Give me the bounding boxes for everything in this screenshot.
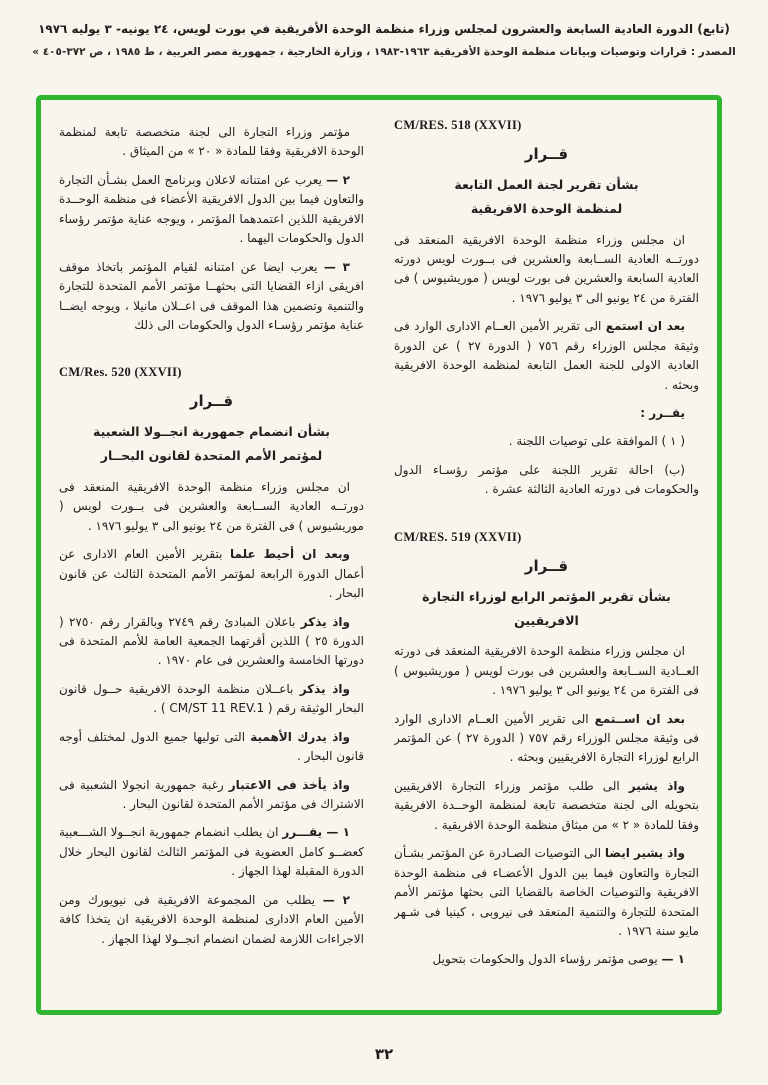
paragraph-lead: واذ يشير ايضا xyxy=(604,846,685,861)
column-left xyxy=(59,114,364,1000)
paragraph: ٢ — يعرب عن امتنانه لاعلان وبرنامج العمل بشـأن التجارة والتعاون فيما بين الدول الافريقية الأعضاء فى منظمة الوحــدة الافريقية اللذين اعتمدهما المؤتمر ، ويوجه عناية مؤتمر رؤساء الدول والحكومات اليهما . xyxy=(59,172,364,246)
paragraph: واذ يذكر باعلان المبادئ رقم ٢٧٤٩ وبالقرار رقم ٢٧٥٠ ( الدورة ٢٥ ) اللذين أقرتهما الجمعية العامة للأمم المتحدة فى دورتها الخامسة والعشرين فى عام ١٩٧٠ . xyxy=(59,614,364,668)
resolution-subject xyxy=(394,585,699,633)
paragraph: ١ — يوصى مؤتمر رؤساء الدول والحكومات بتحويل xyxy=(432,952,685,967)
paragraph: وبعد ان أحيط علما بتقرير الأمين العام الادارى عن أعمال الدورة الرابعة لمؤتمر الأمم المتحدة الثالث عن قانون البحار . xyxy=(59,547,364,601)
paragraph: واذ يذكر باعــلان منظمة الوحدة الافريقية حــول قانون البحار الوثيقة رقم ( CM/ST 11 REV.1 ) . xyxy=(59,681,364,716)
paragraph: بعد ان اســتمع الى تقرير الأمين العــام الادارى الوارد فى وثيقة مجلس الوزراء رقم ٧٥٧ ( الدورة ٢٧ ) عن المؤتمر الرابع لوزراء التجارة الافريقيين وبحثه . xyxy=(394,711,699,765)
resolution-code: CM/Res. 520 (XXVII) xyxy=(59,365,182,380)
paragraph-lead: واذ يذكر xyxy=(299,681,350,696)
resolution-code: CM/RES. 518 (XXVII) xyxy=(394,118,522,132)
paragraph: ٣ — يعرب ايضا عن امتنانه لقيام المؤتمر باتخاذ موقف افريقى ازاء القضايا التى بحثهــا مؤتمر الأمم المتحدة للتجارة والتنمية وتضمين هذا الموقف فى اعــلان مانيلا ، ويوجه ايضــا عناية مؤتمر رؤسـاء الدول والحكومات الى ذلك xyxy=(59,259,364,332)
subject-line: بشأن تقرير لجنة العمل التابعة xyxy=(454,177,639,192)
resolution-subject xyxy=(394,173,699,221)
paragraph-lead: ٣ — xyxy=(323,259,350,274)
subject-line: لمنظمة الوحدة الافريقية xyxy=(470,200,623,216)
paragraph: واذ يأخذ فى الاعتبار رغبة جمهورية انجولا الشعبية فى الاشتراك فى مؤتمر الأمم المتحدة لقانون البحار . xyxy=(59,777,364,811)
subject-line: بشأن تقرير المؤتمر الرابع لوزراء التجارة الافريقيين xyxy=(422,588,671,628)
paragraph-lead: بعد ان استمع xyxy=(605,319,685,334)
paragraph: واذ يدرك الأهمية التى توليها جميع الدول لمختلف أوجه قانون البحار . xyxy=(59,729,364,764)
resolution-subject xyxy=(59,420,364,468)
paragraph-lead: واذ يشير xyxy=(628,778,685,793)
resolution-title: قــرار xyxy=(524,556,569,575)
column-right xyxy=(394,114,699,1000)
paragraph-lead: يقــرر : xyxy=(640,406,685,420)
subject-line: بشأن انضمام جمهورية انجــولا الشعبية xyxy=(93,424,330,440)
paragraph-lead: واذ يدرك الأهمية xyxy=(250,729,350,744)
resolution-title: قــرار xyxy=(189,392,234,411)
paragraph: ٢ — يطلب من المجموعة الافريقية فى نيويورك ومن الأمين العام الادارى لمنظمة الوحدة الافريقية ان يتخذا كافة الاجراءات اللازمة لضمان انضمام انجــولا لهذا الجهاز . xyxy=(59,892,364,946)
paragraph: بعد ان استمع الى تقرير الأمين العــام الادارى الوارد فى وثيقة مجلس الوزراء رقم ٧٥٦ ( الدورة ٢٧ ) عن الدورة العادية الاولى للجنة العمل التابعة لمنظمة الوحدة الافريقية وبحثه . xyxy=(394,319,699,392)
paragraph-lead: ١ — xyxy=(661,952,685,967)
paragraph-lead: بعد ان اســتمع xyxy=(594,711,685,726)
source-citation: المصدر : قرارات وتوصيات وبيانات منظمة الوحدة الأفريقية ١٩٦٣-١٩٨٣ ، وزارة الخارجية ، جمهورية مصر العربية ، ط ١٩٨٥ ، ص ٣٧٢-٤٠٥ » xyxy=(32,46,736,58)
paragraph: ( ١ ) الموافقة على توصيات اللجنة . xyxy=(508,434,685,449)
paragraph-lead: ١ — يقـــرر xyxy=(282,825,350,840)
paragraph: مؤتمر وزراء التجارة الى لجنة متخصصة تابعة لمنظمة الوحدة الافريقية وفقا للمادة « ٢٠ » من الميثاق . xyxy=(59,125,364,159)
session-title: (تابع) الدورة العادية السابعة والعشرون لمجلس وزراء منظمة الوحدة الأفريقية في بورت لويس، ٢٤ يونيه- ٣ يوليه ١٩٧٦ xyxy=(38,22,730,36)
resolution-code: CM/RES. 519 (XXVII) xyxy=(394,529,522,544)
paragraph: واذ يشير الى طلب مؤتمر وزراء التجارة الافريقيين بتحويله الى لجنة متخصصة تابعة لمنظمة الوحــدة الافريقية وفقا للمادة « ٢ » من ميثاق منظمة الوحدة الافريقية . xyxy=(394,778,699,832)
paragraph-lead: واذ يأخذ فى الاعتبار xyxy=(228,777,351,792)
paragraph-lead: ٢ — xyxy=(322,892,350,907)
page-header xyxy=(0,0,768,58)
paragraph: (ب) احالة تقرير اللجنة على مؤتمر رؤسـاء الدول والحكومات فى دورته العادية الثالثة عشرة . xyxy=(394,462,699,497)
paragraph-lead: واذ يذكر xyxy=(300,614,350,629)
two-column-text xyxy=(41,100,717,1010)
paragraph: واذ يشير ايضا الى التوصيات الصـادرة عن المؤتمر بشـأن التجارة والتعاون فيما بين الدول الأعضـاء فى منظمة الوحدة الافريقية والتوصيات الخاصة بالقضايا التى بحثها مؤتمر الأمم المتحدة للتجارة والتنمية المنعقد فى نيروبى ، كينيا فى شـهر مايو سنة ١٩٧٦ . xyxy=(394,846,699,938)
paragraph-lead: وبعد ان أحيط علما xyxy=(230,547,351,562)
paragraph: ان مجلس وزراء منظمة الوحدة الافريقية المنعقد فى دورته العــادية الســابعة والعشرين فى بورت لويس ( موريشيوس ) فى الفترة من ٢٤ يونيو الى ٣ يوليو ١٩٧٦ . xyxy=(394,644,699,698)
resolution-title: قــرار xyxy=(524,145,569,163)
paragraph: ان مجلس وزراء منظمة الوحدة الافريقية المنعقد فى دورتــه العادية الســابعة والعشرين فى بــورت لويس دورته العادية السابعة والعشرين فى بورت لويس ( موريشيوس ) فى الفترة من ٢٤ يونيو الى ٣ يوليو ١٩٧٦ . xyxy=(394,232,699,305)
green-annotation-frame xyxy=(36,95,722,1015)
paragraph: ١ — يقـــرر ان يطلب انضمام جمهورية انجــولا الشـــعبية كعضــو كامل العضوية فى المؤتمر الثالث لقانون البحار خلال الدورة المقبلة لهذا الجهاز . xyxy=(59,825,364,879)
paragraph-lead: ٢ — xyxy=(326,172,350,187)
subject-line: لمؤتمر الأمم المتحدة لقانون البحــار xyxy=(100,448,323,464)
page-number: ٣٢ xyxy=(374,1045,394,1063)
paragraph xyxy=(394,404,699,423)
paragraph: ان مجلس وزراء منظمة الوحدة الافريقية المنعقد فى دورتــه العادية الســابعة والعشرين فى بــورت لويس ( موريشيوس ) فى الفترة من ٢٤ يونيو الى ٣ يوليو ١٩٧٦ . xyxy=(59,479,364,533)
